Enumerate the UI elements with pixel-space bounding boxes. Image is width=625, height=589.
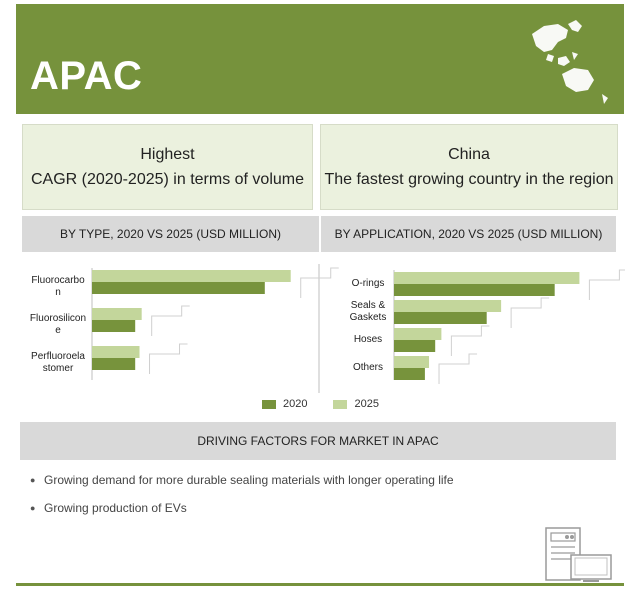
category-label-type-0: n [55, 287, 61, 298]
bar-2025-app-2 [394, 328, 441, 340]
callout-box-type-0 [301, 268, 339, 298]
chart-by-type [30, 268, 339, 380]
category-label-type-1: e [55, 325, 61, 336]
category-label-type-0: Fluorocarbo [31, 275, 85, 286]
callout-box-type-2 [150, 344, 188, 374]
category-label-app-0: O-rings [351, 278, 385, 289]
section-header-by-application: BY APPLICATION, 2020 VS 2025 (USD MILLION) [321, 216, 616, 252]
driver-item [30, 466, 454, 494]
report-devices-icon [545, 527, 615, 583]
driver-item [30, 494, 454, 522]
bar-2025-type-0 [92, 270, 291, 282]
bar-2020-type-2 [92, 358, 135, 370]
bullet-icon: ● [30, 503, 36, 513]
bar-2025-type-1 [92, 308, 142, 320]
legend-swatch-2025 [333, 400, 347, 409]
legend-swatch-2020 [262, 400, 276, 409]
bar-2020-app-3 [394, 368, 425, 380]
driver-text: Growing demand for more durable sealing materials with longer operating life [44, 473, 454, 487]
legend [262, 398, 405, 410]
callout-box-app-1 [511, 298, 549, 328]
drivers-list [30, 466, 454, 522]
section-header-by-type: BY TYPE, 2020 VS 2025 (USD MILLION) [22, 216, 319, 252]
callout-box-app-2 [451, 326, 489, 356]
legend-entry-2020 [262, 398, 307, 410]
bar-2020-app-2 [394, 340, 435, 352]
bar-2025-app-3 [394, 356, 429, 368]
legend-label-2025: 2025 [354, 398, 379, 410]
category-label-app-2: Hoses [353, 334, 383, 345]
callout-box-app-0 [589, 270, 625, 300]
category-label-app-1: Gaskets [349, 312, 387, 323]
category-label-app-3: Others [352, 362, 384, 373]
callout-box-app-3 [439, 354, 477, 384]
chart-by-application [350, 270, 625, 384]
bar-2025-app-1 [394, 300, 501, 312]
legend-label-2020: 2020 [283, 398, 308, 410]
kpi-right-detail: The fastest growing country in the region [324, 171, 614, 188]
callout-box-type-1 [152, 306, 190, 336]
bullet-icon: ● [30, 475, 36, 485]
footer-rule [16, 583, 624, 586]
kpi-right-headline: China [448, 146, 490, 163]
page-title: APAC [30, 54, 143, 98]
driver-text: Growing production of EVs [44, 501, 187, 515]
category-label-type-2: stomer [42, 363, 74, 374]
category-label-type-1: Fluorosilicon [29, 313, 87, 324]
section-header-drivers: DRIVING FACTORS FOR MARKET IN APAC [20, 422, 616, 460]
category-label-type-2: Perfluoroela [31, 351, 85, 362]
bar-2025-type-2 [92, 346, 140, 358]
bar-2020-type-0 [92, 282, 265, 294]
bar-2020-app-0 [394, 284, 555, 296]
bar-2025-app-0 [394, 272, 579, 284]
bar-2020-app-1 [394, 312, 487, 324]
kpi-left-headline: Highest [140, 146, 195, 163]
category-label-app-1: Seals & [350, 300, 386, 311]
bar-2020-type-1 [92, 320, 135, 332]
legend-entry-2025 [333, 398, 378, 410]
kpi-left-detail: CAGR (2020-2025) in terms of volume [31, 171, 304, 188]
